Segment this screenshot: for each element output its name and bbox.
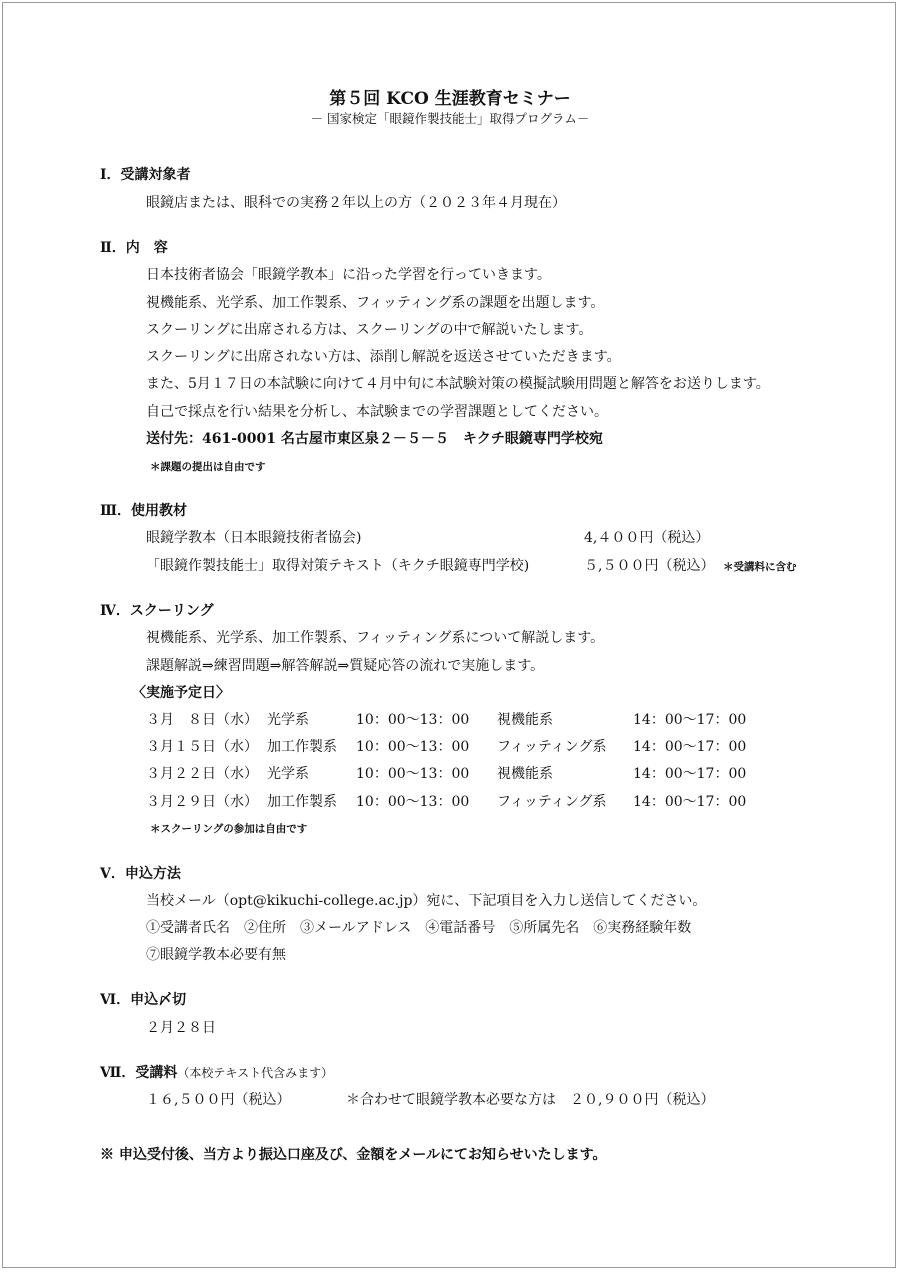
section-3-heading: Ⅲ．使用教材: [100, 503, 188, 519]
schedule-time: 10：00～13：00: [356, 739, 470, 755]
schedule-time: 14：00～17：00: [633, 766, 747, 782]
section-2-line: スクーリングに出席されない方は、添削し解説を返送させていただきます。: [146, 349, 621, 365]
application-items: ①受講者氏名 ②住所 ③メールアドレス ④電話番号 ⑤所属先名 ⑥実務経験年数: [146, 920, 692, 936]
section-4-heading: Ⅳ．スクーリング: [100, 603, 214, 619]
section-6-heading: Ⅵ．申込〆切: [100, 992, 187, 1008]
section-7-heading: [100, 1064, 333, 1082]
schedule-date: ３月１５日（水）: [146, 739, 258, 755]
schedule-date: ３月 ８日（水）: [146, 712, 258, 728]
section-4-line: 課題解説⇒練習問題⇒解答解説⇒質疑応答の流れで実施します。: [146, 658, 545, 674]
schedule-time: 10：00～13：00: [356, 794, 470, 810]
deadline-date: ２月２８日: [146, 1020, 216, 1036]
material-price: 4,４００円（税込）: [584, 530, 710, 546]
section-2-line: また、5月１７日の本試験に向けて４月中旬に本試験対策の模擬試験用問題と解答をお送りします。: [146, 376, 770, 392]
schedule-subject: 光学系: [267, 766, 309, 782]
section-2-line: スクーリングに出席される方は、スクーリングの中で解説いたします。: [146, 322, 593, 338]
schedule-subject: 視機能系: [497, 712, 553, 728]
footer-notice: ※ 申込受付後、当方より振込口座及び、金額をメールにてお知らせいたします。: [100, 1147, 607, 1163]
tuition-extra: ＊合わせて眼鏡学教本必要な方は ２０,９００円（税込）: [346, 1092, 715, 1108]
section-2-line: 日本技術者協会「眼鏡学教本」に沿った学習を行っていきます。: [146, 267, 551, 283]
section-2-heading: Ⅱ．内 容: [100, 240, 168, 256]
section-2-line: 自己で採点を行い結果を分析し、本試験までの学習課題としてください。: [146, 404, 608, 420]
material-price: ５,５００円（税込）: [584, 558, 715, 574]
send-address: 送付先：461-0001 名古屋市東区泉２－５－５ キクチ眼鏡専門学校宛: [146, 431, 603, 447]
section-5-heading: Ⅴ．申込方法: [100, 866, 181, 882]
page-subtitle: － 国家検定「眼鏡作製技能士」取得プログラム－: [310, 111, 590, 126]
page-title: 第５回 KCO 生涯教育セミナー: [329, 89, 571, 109]
schedule-subject: 光学系: [267, 712, 309, 728]
tuition-price: １６,５００円（税込）: [146, 1092, 291, 1108]
application-items: ⑦眼鏡学教本必要有無: [146, 947, 286, 963]
assignment-note: ＊課題の提出は自由です: [150, 461, 266, 473]
application-email-line: 当校メール（opt@kikuchi-college.ac.jp）宛に、下記項目を入力し送信してください。: [146, 893, 707, 909]
schedule-time: 14：00～17：00: [633, 712, 747, 728]
schedule-date: ３月２９日（水）: [146, 794, 258, 810]
schedule-subject: 加工作製系: [267, 739, 337, 755]
schedule-time: 10：00～13：00: [356, 766, 470, 782]
material-name: 「眼鏡作製技能士」取得対策テキスト（キクチ眼鏡専門学校): [146, 558, 530, 574]
schedule-subject: フィッティング系: [497, 794, 607, 810]
material-name: 眼鏡学教本（日本眼鏡技術者協会): [146, 530, 362, 546]
schedule-time: 10：00～13：00: [356, 712, 470, 728]
schedule-label: 〈実施予定日〉: [132, 685, 230, 701]
schedule-subject: フィッティング系: [497, 739, 607, 755]
schedule-subject: 加工作製系: [267, 794, 337, 810]
schedule-time: 14：00～17：00: [633, 794, 747, 810]
section-1-body: 眼鏡店または、眼科での実務２年以上の方（２０２３年４月現在）: [146, 195, 566, 211]
schedule-subject: 視機能系: [497, 766, 553, 782]
schedule-date: ３月２２日（水）: [146, 766, 258, 782]
section-1-heading: Ⅰ．受講対象者: [100, 167, 191, 183]
material-note: ＊受講料に含む: [723, 561, 797, 573]
section-4-line: 視機能系、光学系、加工作製系、フィッティング系について解説します。: [146, 630, 605, 646]
section-7-title: Ⅶ．受講料: [100, 1065, 178, 1081]
section-7-title-note: （本校テキスト代含みます）: [177, 1066, 334, 1080]
schedule-time: 14：00～17：00: [633, 739, 747, 755]
section-2-line: 視機能系、光学系、加工作製系、フィッティング系の課題を出題します。: [146, 295, 605, 311]
schooling-note: ＊スクーリングの参加は自由です: [150, 823, 308, 835]
